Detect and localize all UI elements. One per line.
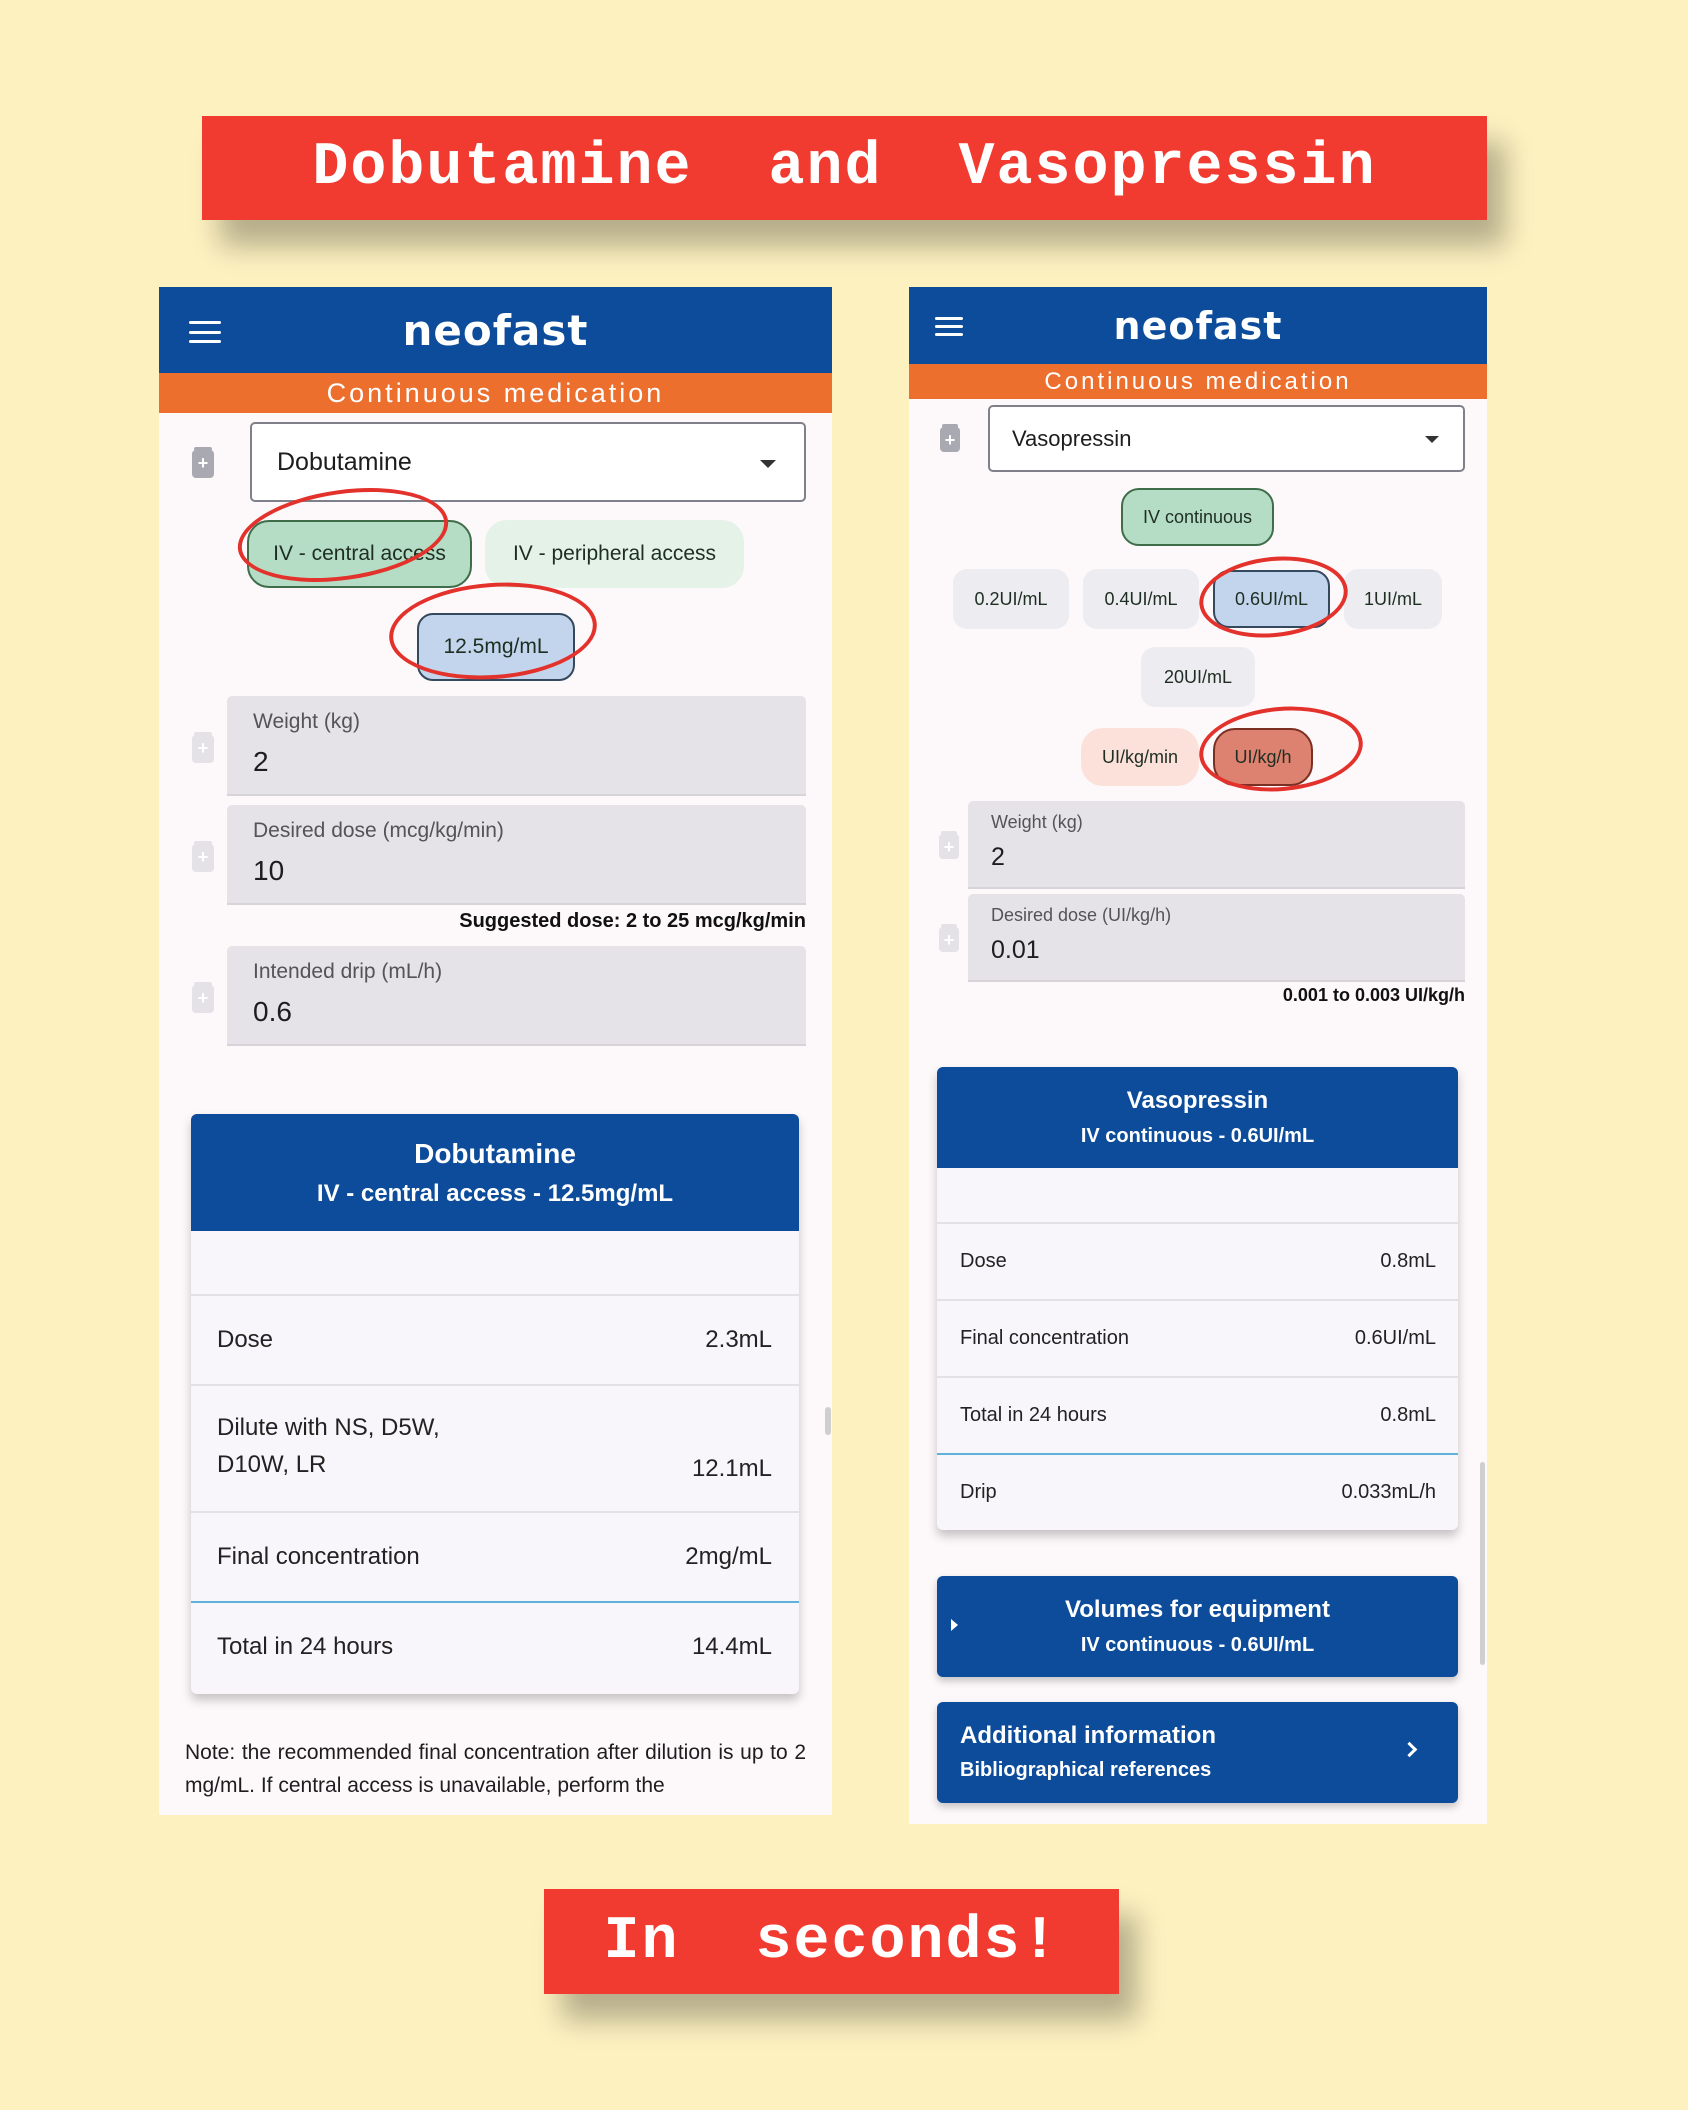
dose-field[interactable]: [227, 805, 806, 905]
tagline-banner: In seconds!: [544, 1889, 1119, 1994]
equipment-title: Volumes for equipment: [1065, 1596, 1330, 1623]
app-header: [159, 287, 832, 373]
app-header: [909, 287, 1487, 364]
row-value: 2.3mL: [705, 1326, 772, 1353]
row-label: Total in 24 hours: [217, 1633, 394, 1660]
row-label: Total in 24 hours: [960, 1404, 1107, 1426]
chevron-down-icon: [760, 460, 776, 468]
dilution-note: Note: the recommended final concentration after dilution is up to 2 mg/mL. If central access is unavailable, perform the: [185, 1741, 806, 1797]
medication-select-value: Vasopressin: [1012, 425, 1132, 451]
concentration-chip[interactable]: 12.5mg/mL: [417, 613, 575, 681]
medication-select-value: Dobutamine: [277, 447, 412, 476]
row-value: 0.033mL/h: [1341, 1481, 1436, 1503]
row-label: Final concentration: [217, 1543, 420, 1570]
title-banner: Dobutamine and Vasopressin: [202, 116, 1487, 220]
row-value: 0.6UI/mL: [1354, 1327, 1436, 1349]
unit-chip-per-min[interactable]: UI/kg/min: [1081, 728, 1199, 786]
concentration-chip-0-4[interactable]: 0.4UI/mL: [1083, 569, 1199, 629]
weight-icon: [192, 735, 214, 763]
section-title: Continuous medication: [909, 364, 1487, 399]
result-row-final-concentration: [191, 1511, 799, 1601]
result-row-final-concentration: [937, 1299, 1458, 1376]
concentration-chip-20[interactable]: 20UI/mL: [1141, 647, 1255, 707]
result-row-total-24h: [937, 1376, 1458, 1453]
row-value: 0.8mL: [1380, 1404, 1436, 1426]
concentration-chip-1[interactable]: 1UI/mL: [1344, 569, 1442, 629]
suggested-dose: Suggested dose: 2 to 25 mcg/kg/min: [459, 910, 806, 932]
result-row-dilute: [191, 1384, 799, 1511]
result-subtitle: IV - central access - 12.5mg/mL: [316, 1179, 674, 1207]
dose-icon: [939, 927, 959, 952]
drip-label: Intended drip (mL/h): [253, 960, 443, 983]
weight-value: 2: [253, 746, 269, 777]
weight-field[interactable]: [968, 801, 1465, 889]
result-row-total-24h: [191, 1601, 799, 1691]
scrollbar[interactable]: [825, 1407, 831, 1435]
row-label: Drip: [960, 1481, 997, 1503]
route-chip-central[interactable]: IV - central access: [247, 520, 472, 588]
row-label: Dose: [217, 1326, 274, 1353]
weight-field[interactable]: [227, 696, 806, 796]
row-label: Dose: [960, 1250, 1007, 1272]
equipment-subtitle: IV continuous - 0.6UI/mL: [1080, 1634, 1315, 1656]
result-header: [191, 1114, 799, 1231]
highlight-circle: [1195, 549, 1352, 644]
weight-icon: [939, 834, 959, 859]
row-label: Final concentration: [960, 1327, 1129, 1349]
dose-value: 0.01: [991, 936, 1040, 964]
medication-icon: [940, 427, 960, 452]
route-chip-peripheral[interactable]: IV - peripheral access: [485, 520, 744, 588]
weight-label: Weight (kg): [253, 710, 360, 733]
highlight-circle: [1196, 700, 1367, 798]
result-row-drip: [937, 1453, 1458, 1530]
row-value: 0.8mL: [1380, 1250, 1436, 1272]
chevron-right-icon: [1402, 1742, 1418, 1758]
suggested-dose: 0.001 to 0.003 UI/kg/h: [1282, 985, 1465, 1005]
section-title: Continuous medication: [159, 373, 832, 413]
dose-field[interactable]: [968, 894, 1465, 982]
scrollbar[interactable]: [1480, 1462, 1485, 1665]
result-row-dose: [937, 1222, 1458, 1299]
menu-icon[interactable]: [935, 317, 963, 336]
result-title: Vasopressin: [1126, 1087, 1269, 1114]
dose-icon: [192, 844, 214, 872]
result-subtitle: IV continuous - 0.6UI/mL: [1080, 1125, 1315, 1147]
row-label: Dilute with NS, D5W, D10W, LR: [217, 1414, 440, 1478]
result-title: Dobutamine: [414, 1137, 576, 1169]
menu-icon[interactable]: [189, 321, 221, 343]
neofast-logo: neofast: [1113, 303, 1283, 348]
result-header: [937, 1067, 1458, 1168]
additional-title: Additional information: [960, 1722, 1216, 1749]
additional-subtitle: Bibliographical references: [960, 1759, 1212, 1781]
result-card: [191, 1114, 799, 1694]
row-value: 2mg/mL: [685, 1543, 772, 1570]
chevron-down-icon: [1425, 436, 1439, 443]
concentration-chip-0-6[interactable]: 0.6UI/mL: [1213, 570, 1330, 628]
route-chip-continuous[interactable]: IV continuous: [1121, 488, 1274, 546]
neofast-logo: neofast: [402, 305, 589, 355]
drip-field[interactable]: [227, 946, 806, 1046]
volumes-for-equipment-button[interactable]: [937, 1576, 1458, 1677]
row-value: 12.1mL: [691, 1455, 772, 1482]
weight-label: Weight (kg): [991, 812, 1083, 832]
dose-value: 10: [253, 855, 285, 886]
vasopressin-screen: [909, 287, 1487, 1824]
drip-icon: [192, 985, 214, 1013]
weight-value: 2: [991, 843, 1005, 871]
medication-select[interactable]: [988, 405, 1465, 472]
drip-value: 0.6: [253, 996, 292, 1027]
unit-chip-per-hour[interactable]: UI/kg/h: [1213, 728, 1313, 786]
result-card: [937, 1067, 1458, 1530]
dose-label: Desired dose (mcg/kg/min): [253, 819, 504, 842]
result-row-dose: [191, 1294, 799, 1384]
additional-information-button[interactable]: [937, 1702, 1458, 1803]
concentration-chip-0-2[interactable]: 0.2UI/mL: [953, 569, 1069, 629]
dobutamine-screen: [159, 287, 832, 1815]
dose-label: Desired dose (UI/kg/h): [991, 905, 1172, 925]
row-value: 14.4mL: [691, 1633, 772, 1660]
medication-icon: [192, 450, 214, 478]
